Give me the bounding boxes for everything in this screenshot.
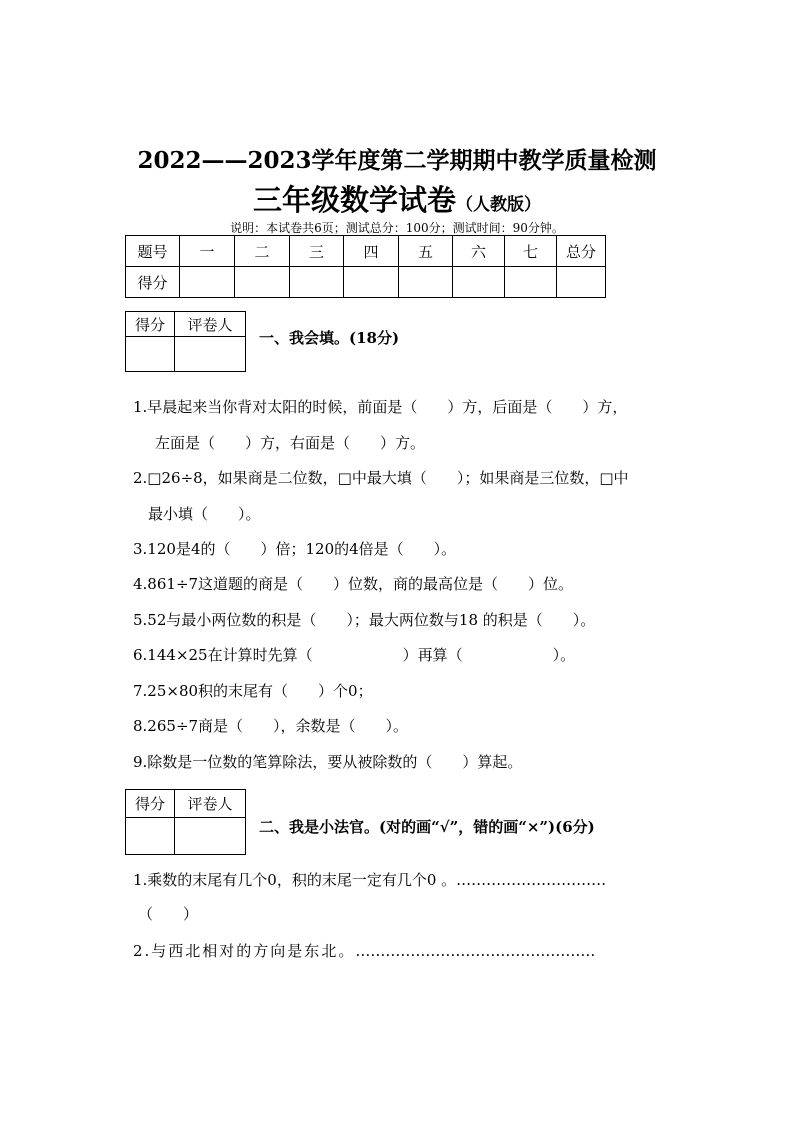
score-cell-q7: 七 (505, 236, 557, 267)
score-cell-q5: 五 (399, 236, 453, 267)
grader-score-blank[interactable] (126, 337, 175, 372)
score-blank[interactable] (453, 267, 505, 298)
score-blank[interactable] (505, 267, 557, 298)
exam-instructions: 说明：本试卷共6页；测试总分：100分；测试时间：90分钟。 (230, 221, 564, 235)
score-cell-total: 总分 (557, 236, 606, 267)
score-blank[interactable] (557, 267, 606, 298)
score-row-label: 得分 (126, 267, 180, 298)
exam-subject-title: 三年级数学试卷 (252, 183, 456, 217)
question-line: 6.144×25在计算时先算（ ）再算（ ）。 (133, 646, 576, 664)
leader-dots: ………………………… (456, 871, 607, 889)
score-blank[interactable] (180, 267, 235, 298)
exam-edition: （人教版） (456, 195, 541, 215)
score-cell-q3: 三 (290, 236, 344, 267)
score-blank[interactable] (399, 267, 453, 298)
question-line: 5.52与最小两位数的积是（ ）；最大两位数与18 的积是（ ）。 (133, 611, 596, 629)
grader-score-label: 得分 (126, 312, 175, 337)
section1-title: 一、我会填。(18分) (259, 329, 400, 347)
score-cell-q6: 六 (453, 236, 505, 267)
question-line: 2.□26÷8，如果商是二位数，□中最大填（ ）；如果商是三位数，□中 (133, 469, 629, 487)
judge-question-2-text: 2.与西北相对的方向是东北。 (133, 942, 356, 960)
question-line: 3.120是4的（ ）倍；120的4倍是（ ）。 (133, 540, 457, 558)
score-blank[interactable] (344, 267, 399, 298)
question-line: 最小填（ ）。 (148, 505, 261, 523)
grader-box-section1 (125, 311, 246, 372)
score-cell-q1: 一 (180, 236, 235, 267)
question-line: 4.861÷7这道题的商是（ ）位数，商的最高位是（ ）位。 (133, 575, 574, 593)
score-table (125, 235, 606, 298)
grader-name-blank[interactable] (175, 818, 246, 855)
score-blank[interactable] (235, 267, 290, 298)
score-blank[interactable] (290, 267, 344, 298)
grader-box-section2 (125, 789, 246, 855)
score-table-score-row (126, 267, 606, 298)
grader-name-blank[interactable] (175, 337, 246, 372)
section2-title: 二、我是小法官。(对的画“√”，错的画“×”)(6分) (259, 818, 595, 836)
grader-score-label: 得分 (126, 790, 175, 818)
question-line: 7.25×80积的末尾有（ ）个0； (133, 682, 373, 700)
exam-title-line2 (0, 178, 794, 219)
question-line: 9.除数是一位数的笔算除法，要从被除数的（ ）算起。 (133, 753, 523, 771)
score-cell-q4: 四 (344, 236, 399, 267)
judge-question-1-text: 1.乘数的末尾有几个0，积的末尾一定有几个0 。 (133, 871, 457, 889)
question-line: 8.265÷7商是（ ），余数是（ ）。 (133, 717, 409, 735)
judge-question-1 (133, 869, 606, 890)
leader-dots: ………………………………………… (355, 942, 596, 960)
judge-question-2 (133, 940, 595, 961)
exam-title-line1: 2022——2023学年度第二学期期中教学质量检测 (137, 147, 657, 174)
score-table-header-row (126, 236, 606, 267)
score-cell-label: 题号 (126, 236, 180, 267)
question-line: 1.早晨起来当你背对太阳的时候，前面是（ ）方，后面是（ ）方， (133, 398, 628, 416)
score-cell-q2: 二 (235, 236, 290, 267)
grader-name-label: 评卷人 (175, 312, 246, 337)
grader-score-blank[interactable] (126, 818, 175, 855)
grader-name-label: 评卷人 (175, 790, 246, 818)
question-line: 左面是（ ）方，右面是（ ）方。 (155, 434, 426, 452)
judge-answer-paren[interactable]: （ ） (138, 905, 199, 923)
